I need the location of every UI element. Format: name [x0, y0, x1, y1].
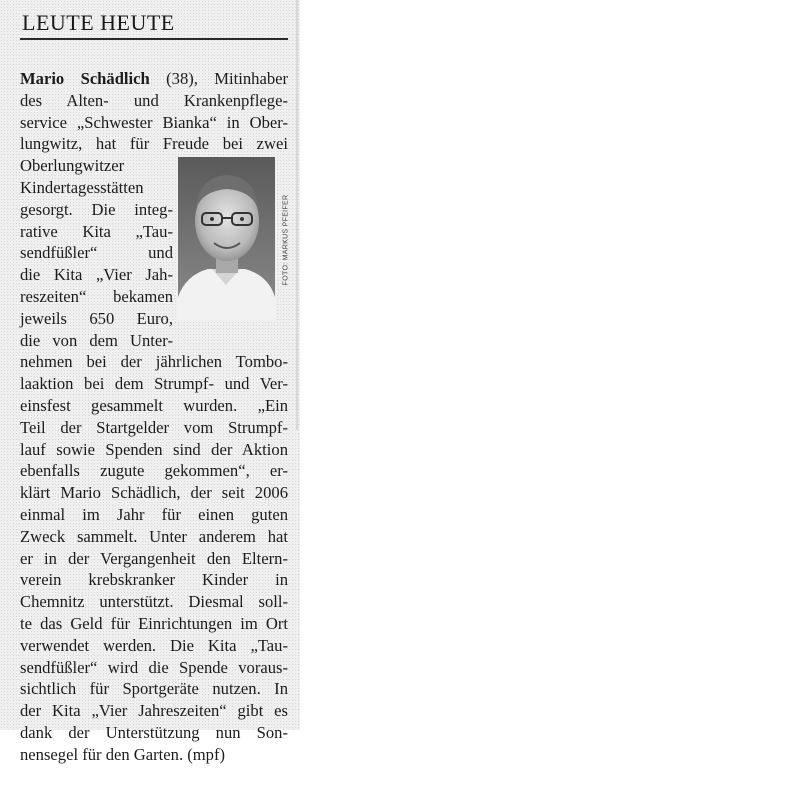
article-line [20, 68, 288, 90]
article-line: Teil der Startgelder vom Strumpf- [20, 417, 288, 437]
article-line: Kindertagesstätten [20, 177, 144, 197]
article-line: lauf sowie Spenden sind der Aktion [20, 439, 288, 459]
lead-name: Mario Schädlich [20, 69, 150, 88]
article-line: Chemnitz unterstützt. Diesmal soll- [20, 592, 288, 612]
article-line: lungwitz, hat für Freude bei zwei [20, 134, 288, 154]
article-line: jeweils 650 Euro, [20, 308, 173, 328]
article-line: laaktion bei dem Strumpf- und Ver- [20, 374, 288, 394]
article-line: dank der Unterstützung nun Son- [20, 722, 288, 742]
article-line: sendfüßler“ und [20, 243, 173, 263]
article-line: einmal im Jahr für einen guten [20, 504, 288, 524]
article-line: der Kita „Vier Jahreszeiten“ gibt es [20, 701, 288, 721]
article-line: die Kita „Vier Jah- [20, 265, 173, 285]
article-line: gesorgt. Die integ- [20, 199, 173, 219]
title-rule [20, 38, 288, 40]
article-line: klärt Mario Schädlich, der seit 2006 [20, 483, 288, 503]
section-title: LEUTE HEUTE [22, 10, 175, 35]
article-line: verwendet werden. Die Kita „Tau- [20, 635, 288, 655]
article-line: des Alten- und Krankenpflege- [20, 90, 288, 110]
article-line: einsfest gesammelt wurden. „Ein [20, 395, 288, 415]
article-body [20, 68, 288, 766]
article-line: service „Schwester Bianka“ in Ober- [20, 112, 288, 132]
article-line: sendfüßler“ wird die Spende voraus- [20, 657, 288, 677]
article-line: rative Kita „Tau- [20, 221, 173, 241]
article-line: reszeiten“ bekamen [20, 286, 173, 306]
newspaper-clipping [0, 0, 300, 764]
article-line: ebenfalls zugute gekommen“, er- [20, 461, 288, 481]
article-line: Zweck sammelt. Unter anderem hat [20, 526, 288, 546]
article-line: die von dem Unter- [20, 330, 173, 350]
article-line-text: (38), Mitinhaber [149, 69, 289, 88]
clipping-edge [296, 0, 298, 430]
photo-credit: FOTO: MARKUS PFEIFER [282, 194, 290, 286]
article-line: te das Geld für Einrichtungen im Ort [20, 613, 288, 633]
article-line: verein krebskranker Kinder in [20, 570, 288, 590]
article-line: nehmen bei der jährlichen Tombo- [20, 352, 288, 372]
article-line: nensegel für den Garten. (mpf) [20, 744, 226, 764]
article-line: er in der Vergangenheit den Eltern- [20, 548, 288, 568]
article-line: Oberlungwitzer [20, 156, 125, 176]
article-line: sichtlich für Sportgeräte nutzen. In [20, 679, 288, 699]
